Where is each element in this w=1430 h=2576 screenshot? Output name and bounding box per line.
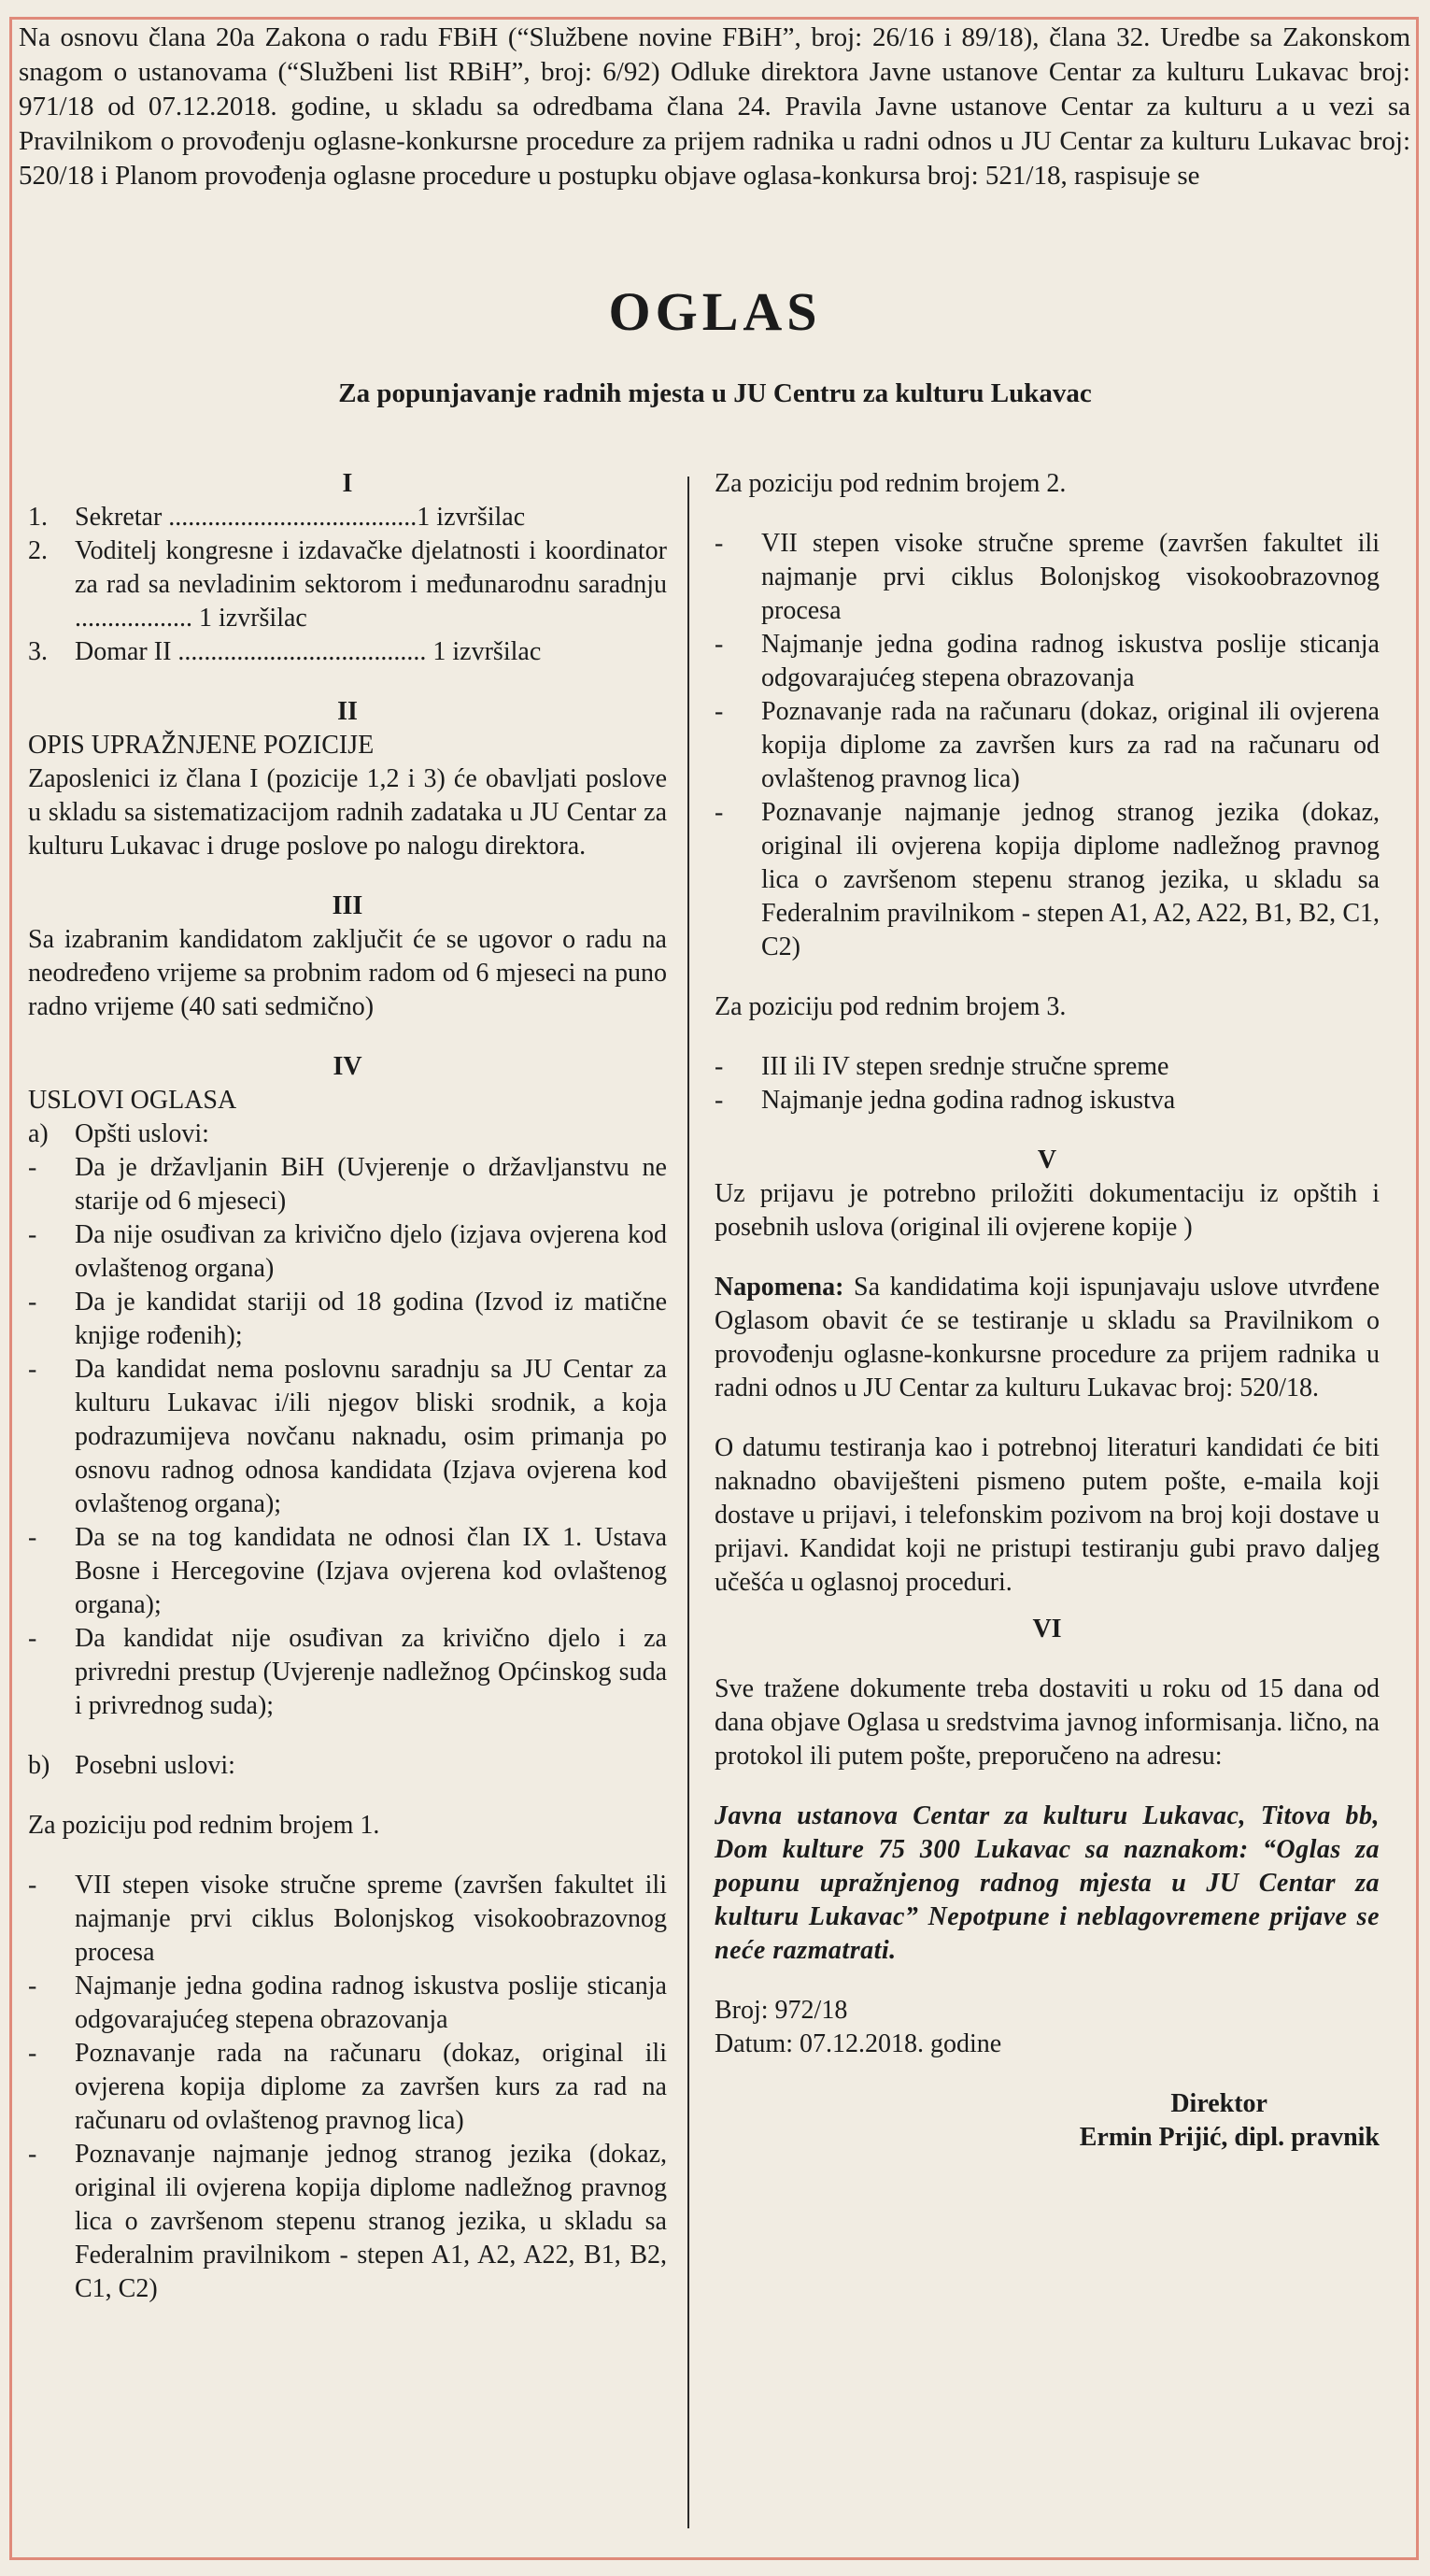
document-number: Broj: 972/18: [715, 1996, 848, 2025]
note-text: Sa kandidatima koji ispunjavaju uslove utvrđene Oglasom obavit će se testiranje u skladu sa Pravilnikom o provođenju oglasne-konkursne procedure za prijem radnika u radni odnos u JU Centar za kulturu Lukavac broj: 520/18.: [715, 1273, 1380, 1402]
list-item: - Poznavanje najmanje jednog stranog jezika (dokaz, original ili ovjerena kopija diplome nadležnog pravnog lica o završenom stepenu stranog jezika, u skladu sa Federalnim pravilnikom - stepen A1, A2, A22, B1, B2, C1, C2): [28, 2140, 667, 2303]
section-heading-3: III: [332, 891, 363, 920]
section-heading-6: VI: [1032, 1615, 1062, 1644]
submission-address: Javna ustanova Centar za kulturu Lukavac, Titova bb, Dom kulture 75 300 Lukavac sa naznakom: “Oglas za popunu upražnjenog radnog mjesta u JU Centar za kulturu Lukavac” Nepotpune i neblagovremene prijave se neće razmatrati.: [715, 1801, 1380, 1965]
section-label: USLOVI OGLASA: [28, 1086, 237, 1115]
position-2-conditions: [715, 527, 1380, 964]
position-1-label: Za poziciju pod rednim brojem 1.: [28, 1811, 380, 1840]
section-text: Uz prijavu je potrebno priložiti dokumentaciju iz opštih i posebnih uslova (original ili ovjerene kopije ): [715, 1179, 1380, 1242]
list-item: - Da nije osuđivan za krivično djelo (izjava ovjerena kod ovlaštenog organa): [28, 1220, 667, 1283]
positions-list: [28, 501, 667, 669]
list-item: - Najmanje jedna godina radnog iskustva poslije sticanja odgovarajućeg stepena obrazovanja: [715, 630, 1380, 692]
section-text: Sa izabranim kandidatom zaključit će se ugovor o radu na neodređeno vrijeme sa probnim radom od 6 mjeseci na puno radno vrijeme (40 sati sedmično): [28, 925, 667, 1021]
signer-title: Direktor: [1170, 2089, 1267, 2118]
section-label: OPIS UPRAŽNJENE POZICIJE: [28, 731, 375, 760]
list-item: - Da se na tog kandidata ne odnosi član IX 1. Ustava Bosne i Hercegovine (Izjava ovjerena kod ovlaštenog organa);: [28, 1523, 667, 1619]
list-item: - Poznavanje rada na računaru (dokaz, original ili ovjerena kopija diplome za završen kurs za rad na računaru od ovlaštenog pravnog lica): [28, 2039, 667, 2135]
position-3-conditions: [715, 1050, 1380, 1117]
page-subtitle: Za popunjavanje radnih mjesta u JU Centru za kulturu Lukavac: [338, 378, 1092, 408]
position-1-conditions: [28, 1869, 667, 2306]
left-column: [28, 467, 667, 2306]
position-3-label: Za poziciju pod rednim brojem 3.: [715, 992, 1067, 1021]
position-item: 3. Domar II ...................................... 1 izvršilac: [28, 637, 542, 666]
page-title: OGLAS: [608, 281, 822, 342]
testing-paragraph: O datumu testiranja kao i potrebnoj literaturi kandidati će biti naknadno obaviješteni pismeno putem pošte, e-maila koji dostave u prijavi, i telefonskim pozivom na broj koji dostave u prijavi. Kandidat koji ne pristupi testiranju gubi pravo daljeg učešća u oglasnoj proceduri.: [715, 1433, 1380, 1597]
list-item: - Poznavanje rada na računaru (dokaz, original ili ovjerena kopija diplome za završen kurs za rad na računaru od ovlaštenog pravnog lica): [715, 697, 1380, 793]
section-text: Sve tražene dokumente treba dostaviti u roku od 15 dana od dana objave Oglasa u sredstvima javnog informisanja. lično, na protokol ili putem pošte, preporučeno na adresu:: [715, 1674, 1380, 1771]
signature-block: [715, 2087, 1380, 2155]
section-heading-4: IV: [333, 1052, 362, 1081]
list-item: - Da kandidat nije osuđivan za krivično djelo i za privredni prestup (Uvjerenje nadležnog Općinskog suda i privrednog suda);: [28, 1624, 667, 1720]
column-divider: [687, 477, 689, 2528]
position-item: 2. Voditelj kongresne i izdavačke djelatnosti i koordinator za rad sa nevladinim sektorom i međunarodnu saradnju .................. 1 izvršilac: [28, 536, 667, 633]
list-item: - Poznavanje najmanje jednog stranog jezika (dokaz, original ili ovjerena kopija diplome nadležnog pravnog lica o završenom stepenu stranog jezika, u skladu sa Federalnim pravilnikom - stepen A1, A2, A22, B1, B2, C1, C2): [715, 798, 1380, 961]
general-conditions-label: a) Opšti uslovi:: [28, 1119, 209, 1148]
list-item: - Da je kandidat stariji od 18 godina (Izvod iz matične knjige rođenih);: [28, 1288, 667, 1350]
section-text: Zaposlenici iz člana I (pozicije 1,2 i 3) će obavljati poslove u skladu sa sistematizacijom radnih zadataka u JU Centar za kulturu Lukavac i druge poslove po nalogu direktora.: [28, 764, 667, 861]
note-paragraph: [715, 1271, 1380, 1405]
list-item: - VII stepen visoke stručne spreme (završen fakultet ili najmanje prvi ciklus Bolonjskog visokoobrazovnog procesa: [715, 529, 1380, 625]
list-item: - Najmanje jedna godina radnog iskustva poslije sticanja odgovarajućeg stepena obrazovanja: [28, 1971, 667, 2034]
list-item: - Da je državljanin BiH (Uvjerenje o državljanstvu ne starije od 6 mjeseci): [28, 1153, 667, 1216]
list-item: - Da kandidat nema poslovnu saradnju sa JU Centar za kulturu Lukavac i/ili njegov bliski srodnik, a koja podrazumijeva novčanu naknadu, osim primanja po osnovu radnog odnosa kandidata (Izjava ovjerena kod ovlaštenog organa);: [28, 1355, 667, 1518]
list-item: - III ili IV stepen srednje stručne spreme: [715, 1052, 1169, 1081]
intro-paragraph: Na osnovu člana 20a Zakona o radu FBiH (“Službene novine FBiH”, broj: 26/16 i 89/18), člana 32. Uredbe sa Zakonskom snagom o ustanovama (“Službeni list RBiH”, broj: 6/92) Odluke direktora Javne ustanove Centar za kulturu Lukavac broj: 971/18 od 07.12.2018. godine, u skladu sa odredbama člana 24. Pravila Javne ustanove Centar za kulturu a u vezi sa Pravilnikom o provođenju oglasne-konkursne procedure za prijem radnika u radni odnos u JU Centar za kulturu Lukavac broj: 520/18 i Planom provođenja oglasne procedure u postupku objave oglasa-konkursa broj: 521/18, raspisuje se: [19, 22, 1410, 191]
list-item: - VII stepen visoke stručne spreme (završen fakultet ili najmanje prvi ciklus Bolonjskog visokoobrazovnog procesa: [28, 1871, 667, 1967]
right-column: [715, 467, 1380, 2155]
section-heading-5: V: [1037, 1146, 1057, 1174]
general-conditions-list: [28, 1151, 667, 1723]
section-heading-2: II: [337, 697, 358, 726]
section-heading-1: I: [342, 469, 353, 498]
document-date: Datum: 07.12.2018. godine: [715, 2029, 1002, 2058]
special-conditions-label: b) Posebni uslovi:: [28, 1751, 235, 1780]
position-item: 1. Sekretar ......................................1 izvršilac: [28, 503, 526, 532]
list-item: - Najmanje jedna godina radnog iskustva: [715, 1086, 1176, 1115]
note-label: Napomena:: [715, 1273, 844, 1302]
signer-name: Ermin Prijić, dipl. pravnik: [1079, 2123, 1380, 2152]
position-2-label: Za poziciju pod rednim brojem 2.: [715, 469, 1067, 498]
